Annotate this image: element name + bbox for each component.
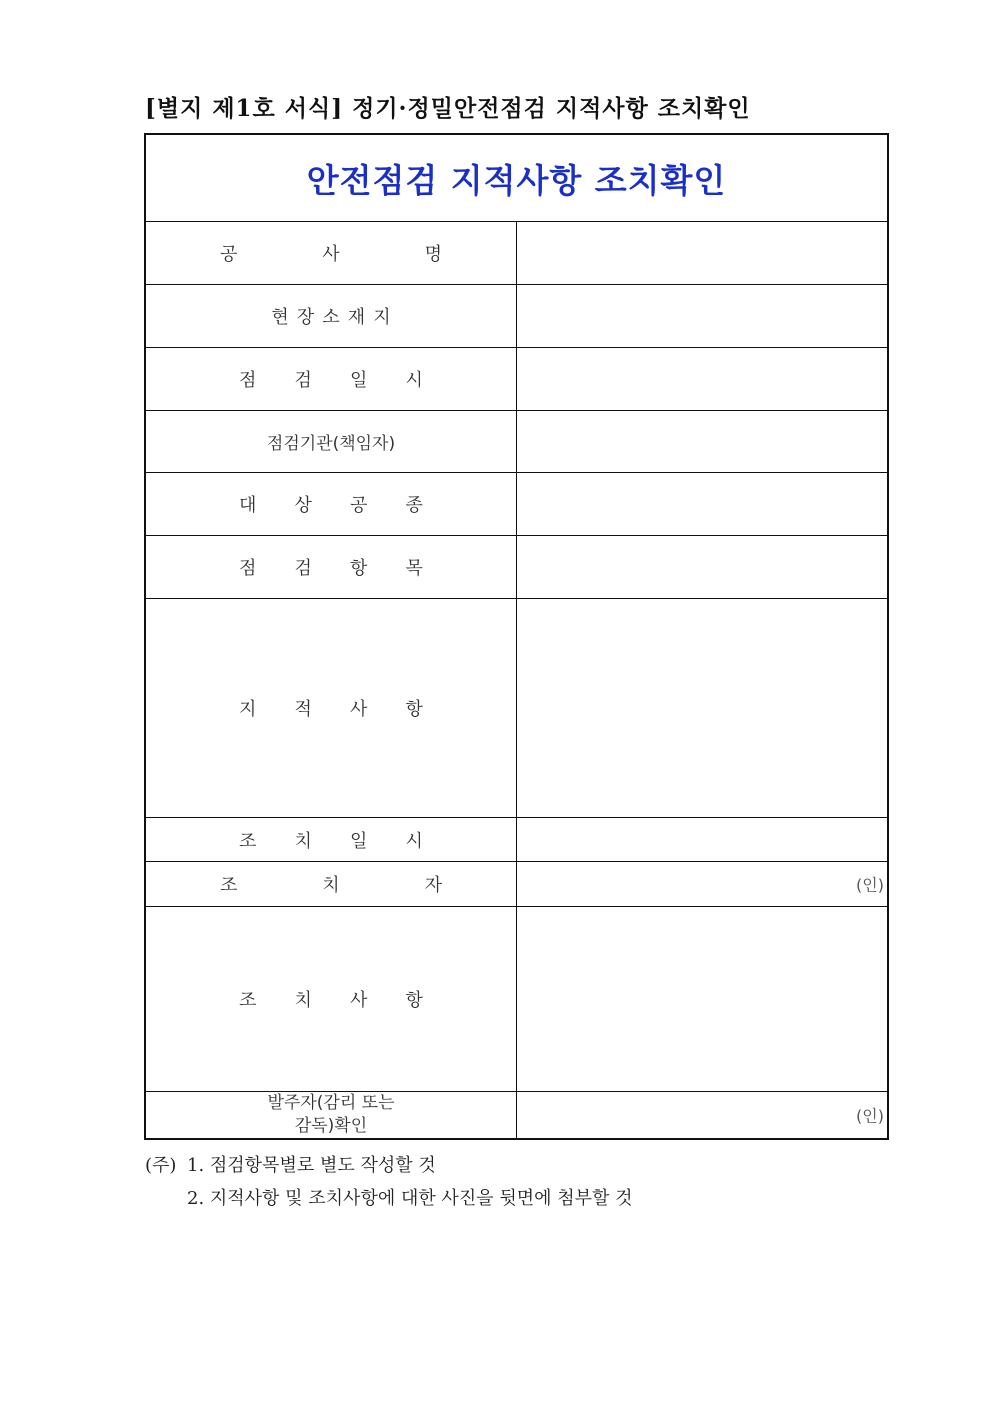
label-project-name: 공 사 명 [145,222,517,285]
label-target-work-type: 대 상 공 종 [145,473,517,536]
title-row [145,134,888,222]
field-project-name[interactable] [517,222,889,285]
field-findings[interactable] [517,599,889,818]
notes-prefix: (주) [145,1155,177,1176]
label-client-confirm-line1: 발주자(감리 또는 [267,1093,395,1113]
row-inspection-date [145,348,888,411]
seal-mark-action-person: (인) [856,875,884,895]
label-inspection-items: 점 검 항 목 [145,536,517,599]
field-inspection-items[interactable] [517,536,889,599]
note-text-2: 2. 지적사항 및 조치사항에 대한 사진을 뒷면에 첨부할 것 [187,1188,633,1209]
row-action-person [145,862,888,907]
row-findings [145,599,888,818]
note-item-1 [145,1149,632,1182]
field-inspection-date[interactable] [517,348,889,411]
field-target-work-type[interactable] [517,473,889,536]
seal-mark-client-confirm: (인) [856,1106,884,1126]
label-actions-taken: 조 치 사 항 [145,907,517,1092]
row-target-work-type [145,473,888,536]
label-client-confirm [145,1092,517,1140]
row-inspection-items [145,536,888,599]
row-project-name [145,222,888,285]
field-actions-taken[interactable] [517,907,889,1092]
field-action-date[interactable] [517,818,889,862]
label-action-person: 조 치 자 [145,862,517,907]
label-inspection-date: 점 검 일 시 [145,348,517,411]
field-site-location[interactable] [517,285,889,348]
row-actions-taken [145,907,888,1092]
label-action-date: 조 치 일 시 [145,818,517,862]
note-text-1: 1. 점검항목별로 별도 작성할 것 [187,1155,436,1176]
field-action-person[interactable] [517,862,889,907]
row-action-date [145,818,888,862]
label-site-location: 현장소재지 [145,285,517,348]
label-client-confirm-line2: 감독)확인 [294,1116,368,1136]
inspection-form-table [144,133,889,1140]
label-inspection-agency: 점검기관(책임자) [145,411,517,473]
notes [145,1149,632,1215]
row-inspection-agency [145,411,888,473]
field-inspection-agency[interactable] [517,411,889,473]
form-caption: [별지 제1호 서식] 정기·정밀안전점검 지적사항 조치확인 [145,95,751,122]
form-title: 안전점검 지적사항 조치확인 [145,134,888,222]
row-site-location [145,285,888,348]
row-client-confirm [145,1092,888,1140]
field-client-confirm[interactable] [517,1092,889,1140]
note-item-2 [145,1182,632,1215]
label-findings: 지 적 사 항 [145,599,517,818]
